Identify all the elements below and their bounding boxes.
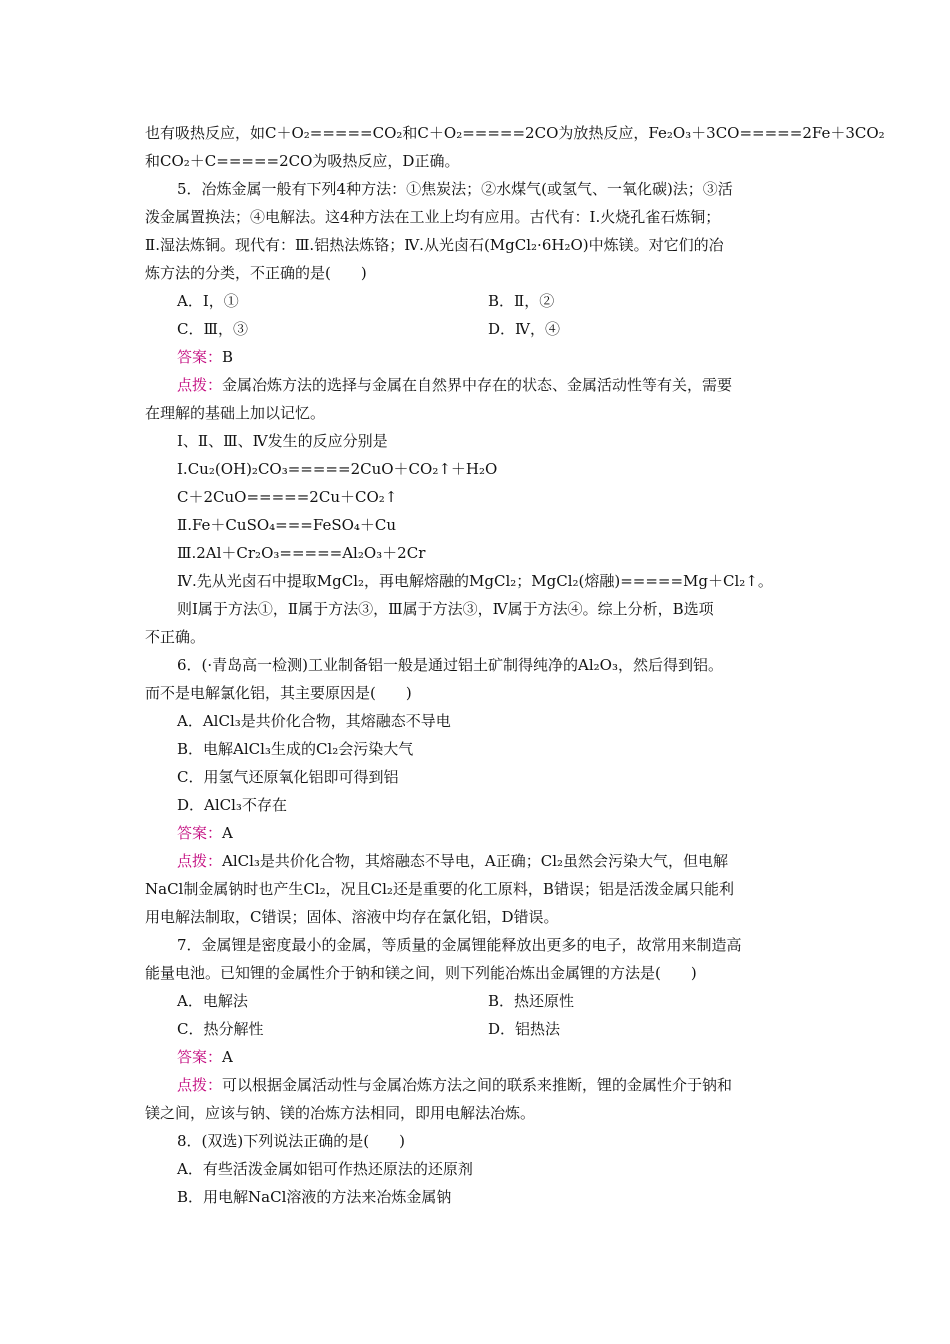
option-a: A．有些活泼金属如铝可作热还原法的还原剂 [177, 1160, 473, 1178]
hint-line [177, 1075, 732, 1095]
hint-text: AlCl₃是共价化合物，其熔融态不导电，A正确；Cl₂虽然会污染大气，但电解 [222, 852, 729, 870]
answer-line [177, 1047, 233, 1067]
answer-line [177, 823, 233, 843]
text-line: 和CO₂＋C=====2CO为吸热反应，D正确。 [145, 152, 460, 170]
text-line: 泼金属置换法；④电解法。这4种方法在工业上均有应用。古代有：Ⅰ.火烧孔雀石炼铜； [145, 208, 721, 226]
hint-line [177, 851, 728, 871]
answer-value: A [222, 824, 233, 842]
text-line: Ⅱ.湿法炼铜。现代有：Ⅲ.铝热法炼铬；Ⅳ.从光卤石(MgCl₂·6H₂O)中炼镁。对它们的冶 [145, 236, 724, 254]
option-c: C．Ⅲ，③ [177, 320, 248, 338]
text-line: 镁之间，应该与钠、镁的冶炼方法相同，即用电解法冶炼。 [145, 1104, 536, 1122]
question-5-stem: 5．冶炼金属一般有下列4种方法：①焦炭法；②水煤气(或氢气、一氧化碳)法；③活 [177, 180, 733, 198]
option-d: D．AlCl₃不存在 [177, 796, 287, 814]
text-line: 而不是电解氯化铝，其主要原因是( ) [145, 684, 412, 702]
option-c: C．热分解性 [177, 1020, 264, 1038]
text-line: NaCl制金属钠时也产生Cl₂，况且Cl₂还是重要的化工原料，B错误；铝是活泼金属只能利 [145, 880, 734, 898]
equation-line: C＋2CuO=====2Cu＋CO₂↑ [177, 488, 398, 506]
text-line: 则Ⅰ属于方法①，Ⅱ属于方法③，Ⅲ属于方法③，Ⅳ属于方法④。综上分析，B选项 [177, 600, 714, 618]
option-d: D．铝热法 [488, 1020, 561, 1038]
hint-line [177, 375, 732, 395]
option-c: C．用氢气还原氧化铝即可得到铝 [177, 768, 399, 786]
text-line: 用电解法制取，C错误；固体、溶液中均存在氯化铝，D错误。 [145, 908, 559, 926]
option-b: B．热还原性 [488, 992, 575, 1010]
equation-line: Ⅲ.2Al＋Cr₂O₃=====Al₂O₃＋2Cr [177, 544, 426, 562]
hint-text: 可以根据金属活动性与金属冶炼方法之间的联系来推断，锂的金属性介于钠和 [222, 1076, 733, 1094]
text-line: 不正确。 [145, 628, 206, 646]
option-a: A．电解法 [177, 992, 248, 1010]
answer-label: 答案： [177, 348, 223, 366]
equation-line: Ⅰ.Cu₂(OH)₂CO₃=====2CuO＋CO₂↑＋H₂O [177, 460, 498, 478]
option-b: B．用电解NaCl溶液的方法来冶炼金属钠 [177, 1188, 452, 1206]
hint-label: 点拨： [177, 376, 223, 394]
answer-line [177, 347, 233, 367]
answer-label: 答案： [177, 824, 223, 842]
option-d: D．Ⅳ，④ [488, 320, 561, 338]
text-line: Ⅰ、Ⅱ、Ⅲ、Ⅳ发生的反应分别是 [177, 432, 388, 450]
equation-line: Ⅱ.Fe＋CuSO₄===FeSO₄＋Cu [177, 516, 397, 534]
answer-value: B [222, 348, 234, 366]
hint-label: 点拨： [177, 1076, 223, 1094]
text-line: 炼方法的分类，不正确的是( ) [145, 264, 367, 282]
hint-text: 金属冶炼方法的选择与金属在自然界中存在的状态、金属活动性等有关，需要 [222, 376, 733, 394]
option-b: B．Ⅱ，② [488, 292, 555, 310]
text-line: 在理解的基础上加以记忆。 [145, 404, 326, 422]
question-6-stem: 6．(·青岛高一检测)工业制备铝一般是通过铝土矿制得纯净的Al₂O₃，然后得到铝。 [177, 656, 723, 674]
question-8-stem: 8．(双选)下列说法正确的是( ) [177, 1132, 405, 1150]
hint-label: 点拨： [177, 852, 223, 870]
option-a: A．AlCl₃是共价化合物，其熔融态不导电 [177, 712, 451, 730]
option-a: A．Ⅰ，① [177, 292, 239, 310]
text-line: 能量电池。已知锂的金属性介于钠和镁之间，则下列能冶炼出金属锂的方法是( ) [145, 964, 697, 982]
answer-value: A [222, 1048, 233, 1066]
question-7-stem: 7．金属锂是密度最小的金属，等质量的金属锂能释放出更多的电子，故常用来制造高 [177, 936, 742, 954]
option-b: B．电解AlCl₃生成的Cl₂会污染大气 [177, 740, 414, 758]
answer-label: 答案： [177, 1048, 223, 1066]
equation-line: Ⅳ.先从光卤石中提取MgCl₂，再电解熔融的MgCl₂；MgCl₂(熔融)=====Mg＋Cl₂↑。 [177, 572, 773, 590]
text-line: 也有吸热反应，如C＋O₂=====CO₂和C＋O₂=====2CO为放热反应，Fe₂O₃＋3CO=====2Fe＋3CO₂ [145, 124, 885, 142]
